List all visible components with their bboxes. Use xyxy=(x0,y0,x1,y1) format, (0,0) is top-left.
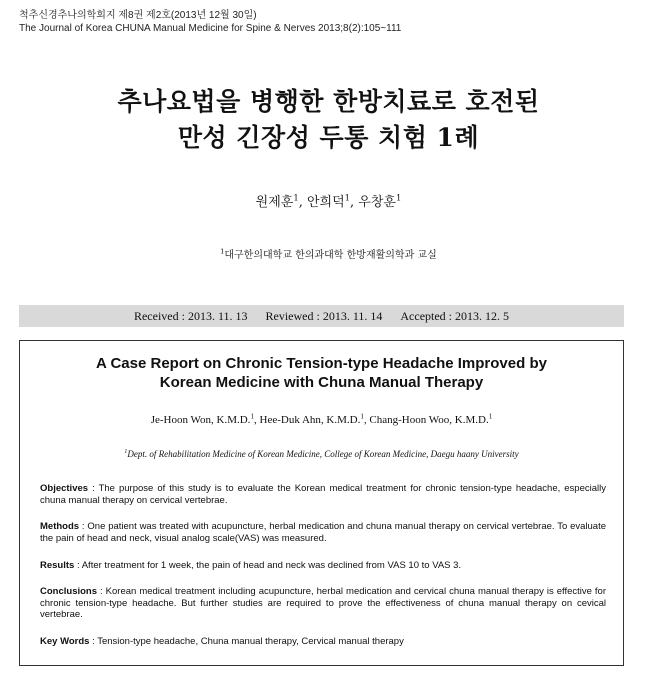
title-korean-line2: 만성 긴장성 두통 치험 1례 xyxy=(177,123,480,152)
keywords-text: : Tension-type headache, Chuna manual therapy, Cervical manual therapy xyxy=(89,636,404,647)
author-kr-2-sup: 1 xyxy=(344,192,351,203)
received-date: Received : 2013. 11. 13 xyxy=(133,308,248,323)
results-text: : After treatment for 1 week, the pain of head and neck was declined from VAS 10 to VAS 3. xyxy=(74,560,462,571)
abstract-methods xyxy=(40,521,606,544)
objectives-label: Objectives xyxy=(40,483,89,494)
author-kr-2: 안희덕 xyxy=(306,195,345,210)
affiliation-kr-sup: 1 xyxy=(220,247,225,256)
objectives-text: : The purpose of this study is to evaluate the Korean medical treatment for chronic tension-type headache, especially chuna manual therapy on cervical vertebrae. xyxy=(40,483,606,506)
affiliation-korean xyxy=(0,246,657,261)
author-en-1-sup: 1 xyxy=(250,412,255,421)
methods-label: Methods xyxy=(40,521,80,532)
abstract-conclusions xyxy=(40,586,606,621)
author-en-3: Chang-Hoon Woo, K.M.D. xyxy=(369,414,489,426)
title-english-line1: A Case Report on Chronic Tension-type Headache Improved by xyxy=(96,355,547,372)
author-en-3-sup: 1 xyxy=(488,412,493,421)
affiliation-english xyxy=(20,449,623,459)
keywords-label: Key Words xyxy=(40,636,90,647)
abstract-box xyxy=(19,340,624,666)
affiliation-kr-text: 대구한의대학교 한의과대학 한방재활의학과 교실 xyxy=(224,250,437,261)
author-separator: , xyxy=(298,195,307,210)
affiliation-en-sup: 1 xyxy=(124,449,128,455)
results-label: Results xyxy=(40,560,75,571)
abstract-keywords xyxy=(40,636,606,648)
author-en-2-sup: 1 xyxy=(360,412,364,421)
methods-text: : One patient was treated with acupuncture, herbal medication and chuna manual therapy on cervical vertebrae. To evaluate the pain of head and neck, visual analog scale(VAS) was measured. xyxy=(40,521,606,544)
journal-header-english: The Journal of Korea CHUNA Manual Medicine for Spine & Nerves 2013;8(2):105~111 xyxy=(19,23,402,34)
title-korean-line1: 추나요법을 병행한 한방치료로 호전된 xyxy=(117,87,540,116)
submission-dates-bar xyxy=(19,305,624,327)
affiliation-en-text: Dept. of Rehabilitation Medicine of Korean Medicine, College of Korean Medicine, Daegu haany University xyxy=(127,449,519,459)
author-en-1: Je-Hoon Won, K.M.D. xyxy=(150,414,251,426)
author-separator: , xyxy=(363,414,370,426)
author-kr-1: 원제훈 xyxy=(255,195,294,210)
authors-english xyxy=(20,414,623,426)
abstract-results xyxy=(40,560,606,572)
journal-header-korean: 척추신경추나의학회지 제8권 제2호(2013년 12월 30일) xyxy=(19,10,257,21)
accepted-date: Accepted : 2013. 12. 5 xyxy=(400,308,510,323)
author-separator: , xyxy=(350,195,359,210)
authors-korean xyxy=(0,191,657,210)
abstract-objectives xyxy=(40,483,606,506)
author-en-2: Hee-Duk Ahn, K.M.D. xyxy=(259,414,361,426)
author-kr-3: 우창훈 xyxy=(358,195,396,210)
author-kr-3-sup: 1 xyxy=(395,192,402,203)
reviewed-date: Reviewed : 2013. 11. 14 xyxy=(265,308,383,323)
author-separator: , xyxy=(254,414,260,426)
conclusions-text: : Korean medical treatment including acupuncture, herbal medication and cervical chuna manual therapy is effective for chronic tension-type headache. But further studies are required to prove the effectiveness of chuna manual therapy on cevical vertebrae. xyxy=(40,586,606,620)
author-kr-1-sup: 1 xyxy=(293,192,299,203)
title-english xyxy=(20,354,623,392)
title-english-line2: Korean Medicine with Chuna Manual Therapy xyxy=(159,374,484,391)
conclusions-label: Conclusions xyxy=(40,586,98,597)
